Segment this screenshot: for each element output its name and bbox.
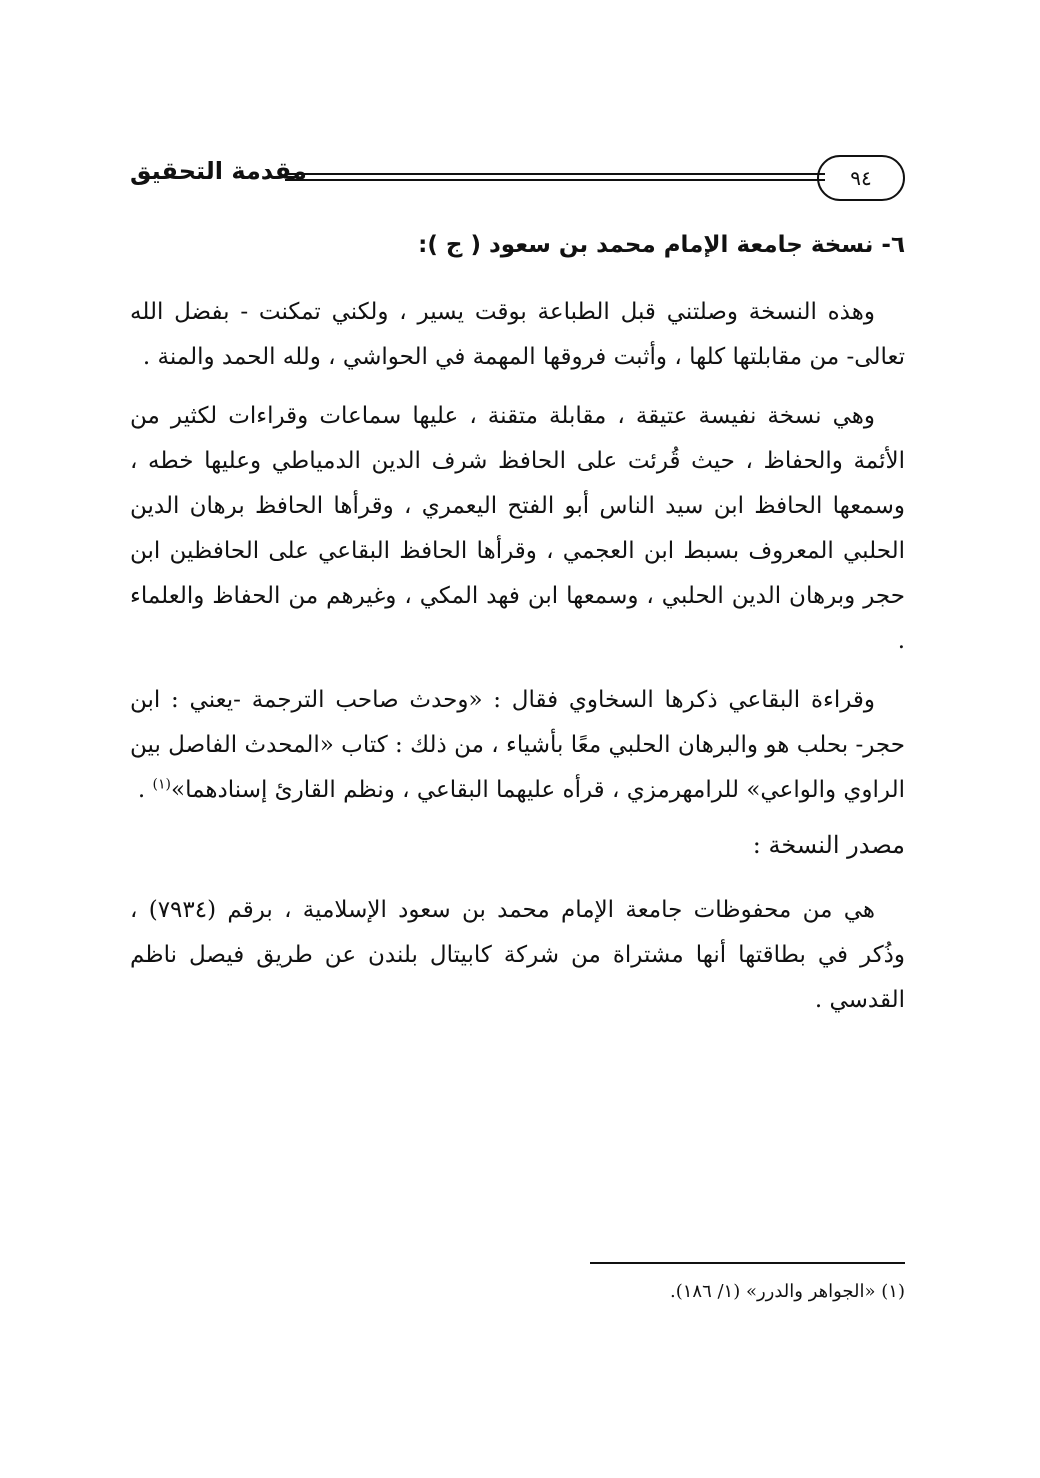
footnote-separator — [590, 1262, 905, 1264]
page-body — [130, 228, 905, 1037]
paragraph-3-text: وقراءة البقاعي ذكرها السخاوي فقال : «وحدث صاحب الترجمة -يعني : ابن حجر- بحلب هو والبرهان الحلبي معًا بأشياء ، من ذلك : كتاب «المحدث الفاصل بين الراوي والواعي» للرامهرمزي ، قرأه عليهما البقاعي ، ونظم القارئ إسنادهما» — [130, 687, 905, 803]
header-rule-bottom — [285, 179, 825, 181]
running-header — [130, 155, 905, 205]
paragraph-4: هي من محفوظات جامعة الإمام محمد بن سعود الإسلامية ، برقم (٧٩٣٤) ، وذُكر في بطاقتها أنها مشتراة من شركة كابيتال بلندن عن طريق فيصل ناظم القدسي . — [130, 897, 905, 1013]
header-double-rule — [285, 173, 825, 185]
header-rule-top — [285, 173, 825, 175]
page-number-badge: ٩٤ — [817, 155, 905, 201]
paragraph-1: وهذه النسخة وصلتني قبل الطباعة بوقت يسير ، ولكني تمكنت - بفضل الله تعالى- من مقابلتها كلها ، وأثبت فروقها المهمة في الحواشي ، ولله الحمد والمنة . — [130, 299, 905, 370]
paragraph-2: وهي نسخة نفيسة عتيقة ، مقابلة متقنة ، عليها سماعات وقراءات لكثير من الأئمة والحفاظ ، حيث قُرئت على الحافظ شرف الدين الدمياطي وعليها خطه ، وسمعها الحافظ ابن سيد الناس أبو الفتح اليعمري ، وقرأها الحافظ برهان الدين الحلبي المعروف بسبط ابن العجمي ، وقرأها الحافظ البقاعي على الحافظين ابن حجر وبرهان الدين الحلبي ، وسمعها ابن فهد المكي ، وغيرهم من الحفاظ والعلماء . — [130, 403, 905, 654]
header-title: مقدمة التحقيق — [130, 157, 307, 185]
source-heading: مصدر النسخة : — [752, 831, 905, 859]
footnote-reference: (١) — [152, 776, 171, 793]
section-heading: ٦- نسخة جامعة الإمام محمد بن سعود ( ج ): — [418, 232, 905, 258]
footnote: (١) «الجواهر والدرر» (١/ ١٨٦). — [669, 1281, 905, 1302]
paragraph-3-end: . — [137, 777, 153, 803]
paragraph-3 — [130, 678, 905, 813]
